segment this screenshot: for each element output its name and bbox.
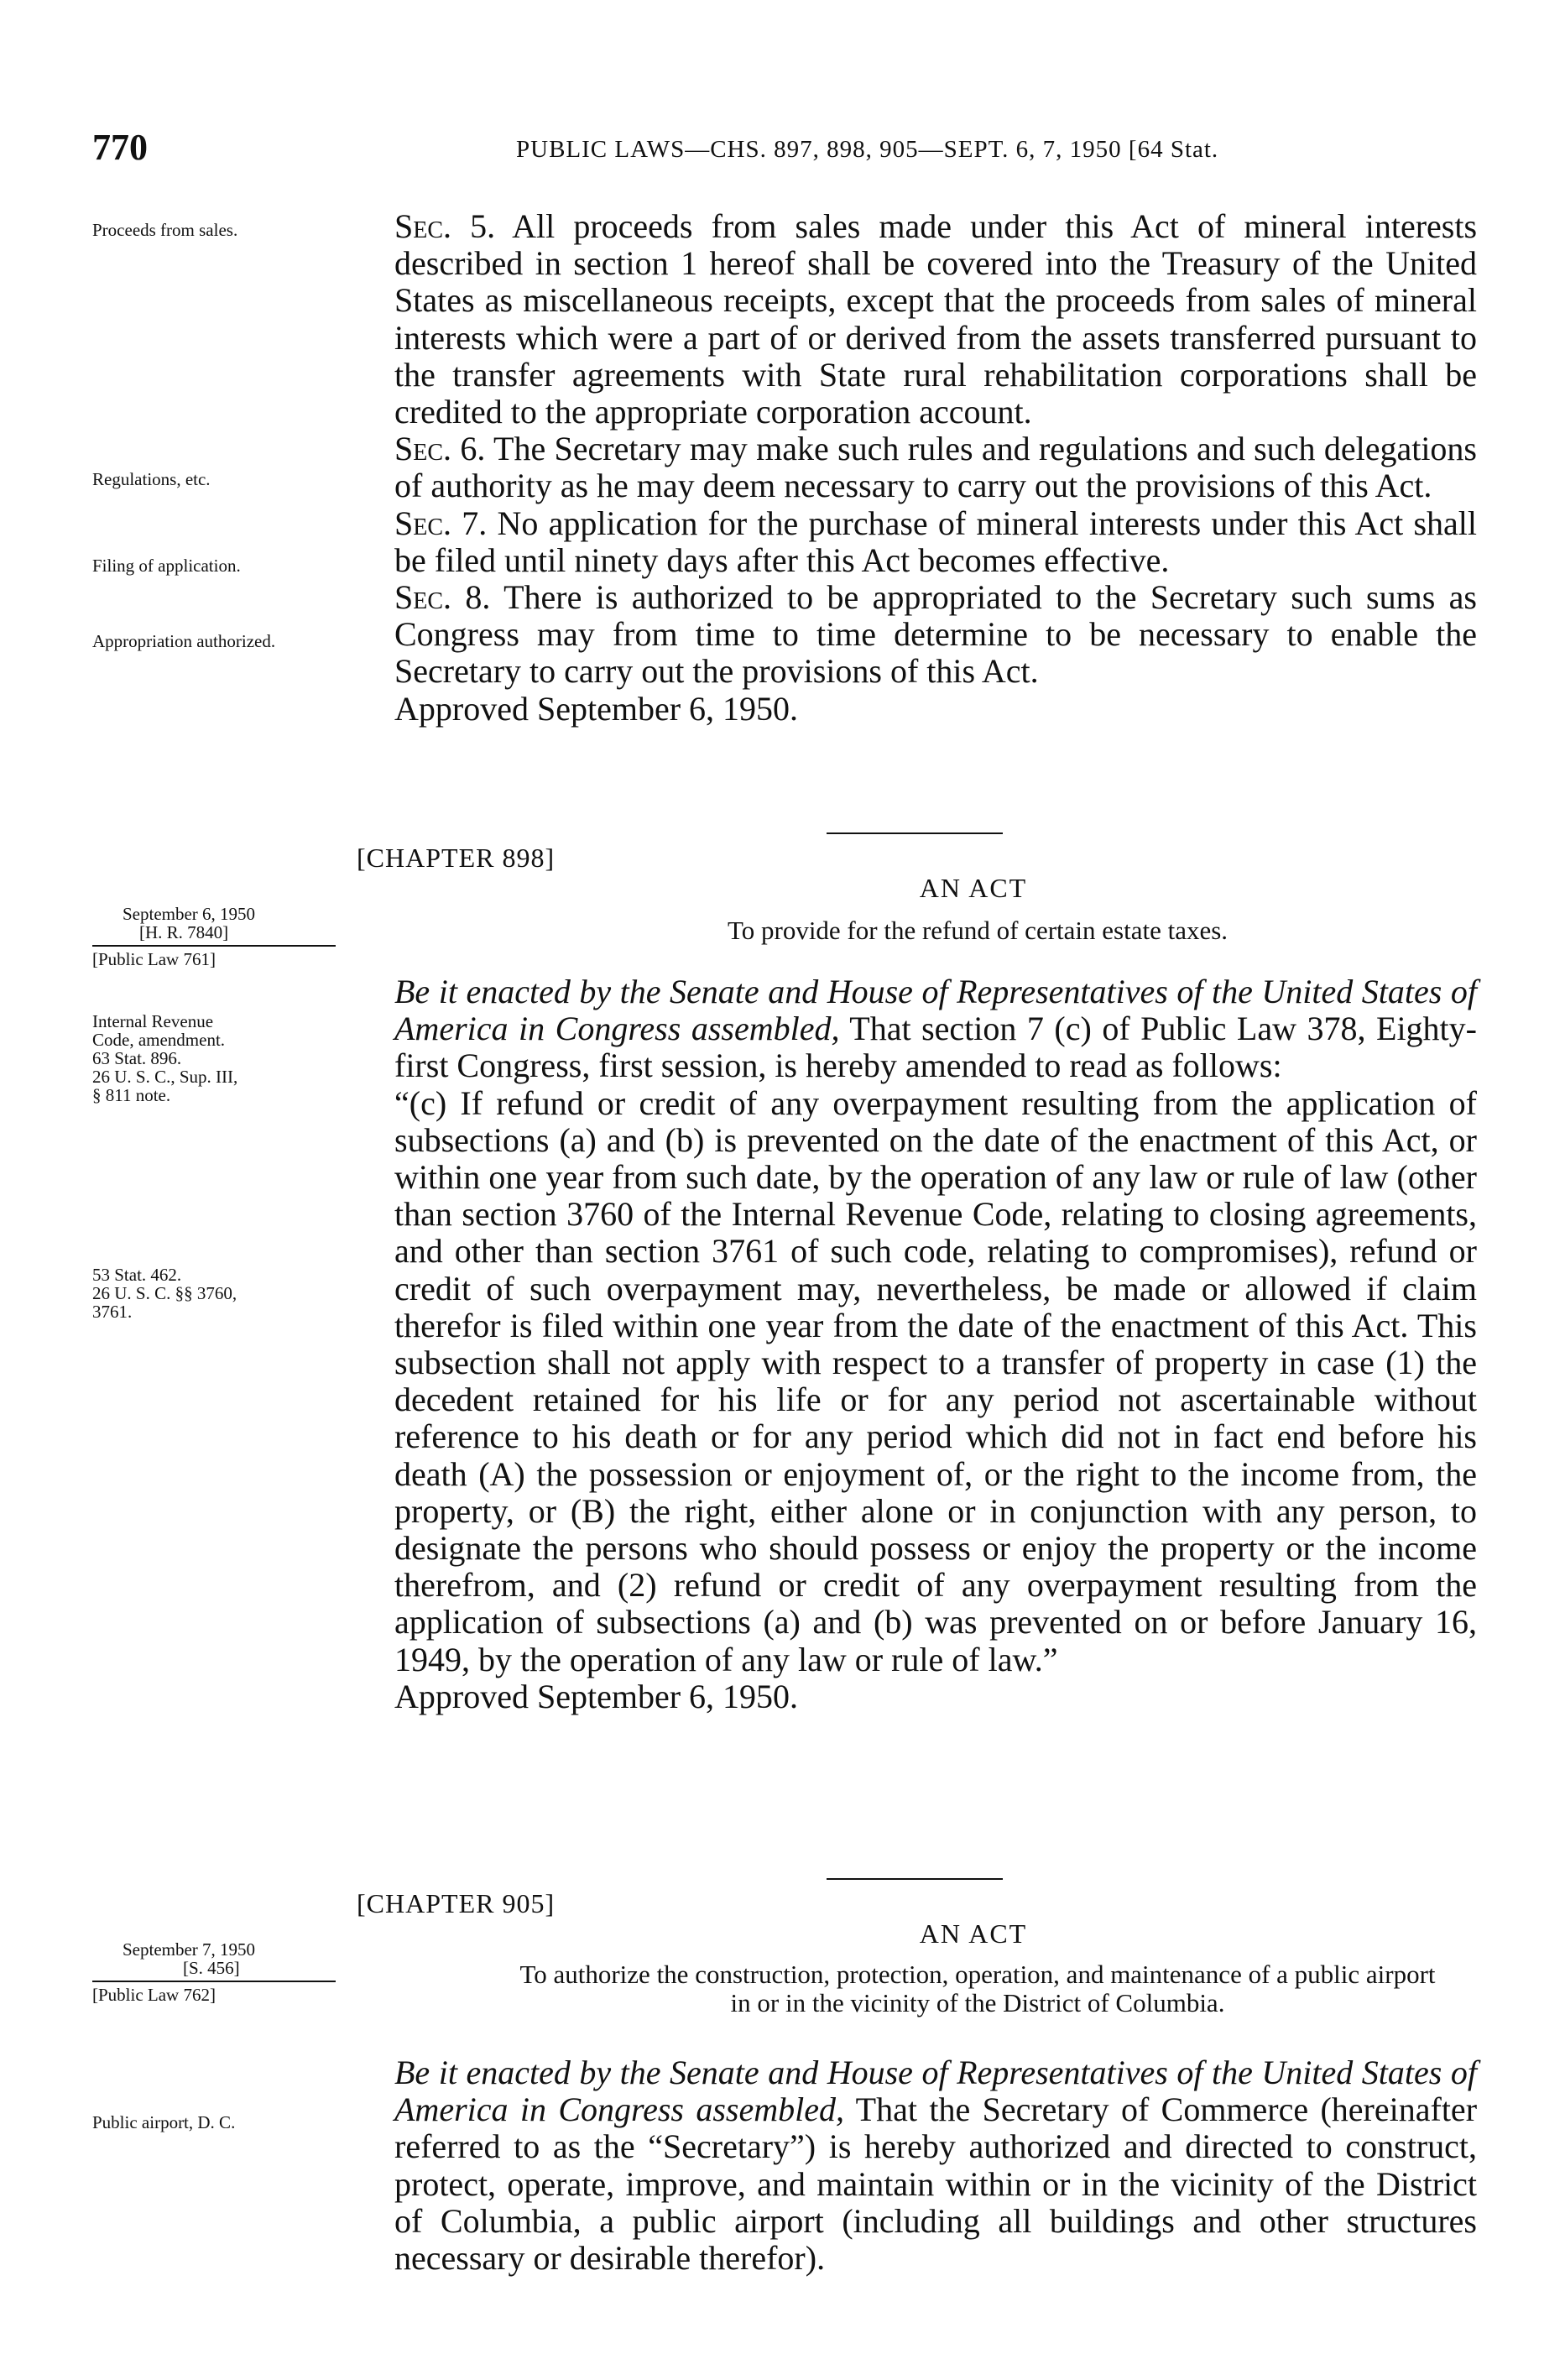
page-header bbox=[92, 126, 1477, 176]
section-8-text: There is authorized to be appropriated to the Secretary such sums as Congress may from time to time determine to be necessary to enable the Secretary to carry out the provisions of this Act. bbox=[394, 578, 1477, 691]
ch905-enacting-clause: Be it enacted by the Senate and House of Representatives of the United States of America in Congress assembled, bbox=[394, 2054, 1477, 2129]
section-8-label: Sec. 8. bbox=[394, 578, 491, 617]
irc-line-5: § 811 note. bbox=[92, 1085, 171, 1105]
ch898-public-law: [Public Law 761] bbox=[92, 949, 216, 969]
ch898-quoted-subsection: “(c) If refund or credit of any overpayment resulting from the application of subsections (a) and (b) is prevented on the date of the enactment of this Act, or within one year from such date, by the operation of any law or rule of law (other than section 3760 of the Internal Revenue Code, relating to closing agreements, and other than section 3761 of such code, relating to compromises), refund or credit of such overpayment may, nevertheless, be made or allowed if claim therefor is filed within one year from the date of the enactment of this Act. This subsection shall not apply with respect to a transfer of property in case (1) the decedent retained for his life or for any period not ascertainable without reference to his death or for any period which did not in fact end before his death (A) the possession or enjoyment of, or the right to the income from, the property, or (B) the right, either alone or in conjunction with any person, to designate the persons who should possess or enjoy the property or the income therefrom, and (2) refund or credit of any overpayment resulting from the application of subsections (a) and (b) was prevented on or before January 16, 1949, by the operation of any law or rule of law.” bbox=[394, 1083, 1477, 1678]
ch898-body: That section 7 (c) of Public Law 378, Eighty-first Congress, first session, is hereby amended to read as follows: bbox=[394, 1010, 1477, 1085]
ch905-enacting-paragraph bbox=[394, 2054, 1477, 2277]
stat-line-3: 3761. bbox=[92, 1302, 133, 1322]
ch898-heading: [CHAPTER 898] bbox=[357, 843, 556, 873]
chapter-divider-rule bbox=[827, 832, 1003, 834]
page-number: 770 bbox=[92, 127, 148, 168]
ch905-public-law: [Public Law 762] bbox=[92, 1985, 216, 2005]
irc-line-2: Code, amendment. bbox=[92, 1030, 226, 1050]
section-6-label: Sec. 6. bbox=[394, 430, 486, 468]
section-8 bbox=[394, 579, 1477, 691]
section-6 bbox=[394, 431, 1477, 504]
ch898-an-act: AN ACT bbox=[919, 873, 1028, 903]
margin-rule bbox=[92, 1981, 336, 1982]
ch905-date: September 7, 1950 bbox=[123, 1939, 256, 1960]
irc-line-3: 63 Stat. 896. bbox=[92, 1048, 182, 1068]
ch905-bill: [S. 456] bbox=[183, 1958, 240, 1978]
margin-note-airport: Public airport, D. C. bbox=[92, 2112, 236, 2132]
section-7-label: Sec. 7. bbox=[394, 504, 488, 542]
stat-line-2: 26 U. S. C. §§ 3760, bbox=[92, 1283, 237, 1303]
margin-ch898-citation bbox=[92, 905, 344, 968]
chapter-divider-rule bbox=[827, 1878, 1003, 1880]
ch898-bill: [H. R. 7840] bbox=[139, 922, 229, 942]
margin-note-regulations: Regulations, etc. bbox=[92, 469, 211, 489]
margin-note-appropriation: Appropriation authorized. bbox=[92, 631, 276, 651]
margin-ch905-citation bbox=[92, 1940, 344, 2004]
ch905-an-act: AN ACT bbox=[919, 1918, 1028, 1949]
ch905-text bbox=[394, 2054, 1477, 2277]
section-5-text: All proceeds from sales made under this Act of mineral interests described in section 1 hereof shall be covered into the Treasury of the United States as miscellaneous receipts, except that the proceeds from sales of mineral interests which were a part of or derived from the assets transferred pursuant to the transfer agreements with State rural rehabilitation corporations shall be credited to the appropriate corporation account. bbox=[394, 207, 1478, 431]
ch905-heading: [CHAPTER 905] bbox=[357, 1888, 556, 1918]
margin-note-proceeds: Proceeds from sales. bbox=[92, 220, 238, 240]
ch898-enacting-paragraph bbox=[394, 973, 1477, 1085]
section-7-text: No application for the purchase of mineral interests under this Act shall be filed until ninety days after this Act becomes effective. bbox=[394, 504, 1478, 579]
margin-rule bbox=[92, 945, 336, 947]
margin-stat bbox=[92, 1266, 344, 1321]
ch897-text bbox=[394, 208, 1477, 728]
irc-line-4: 26 U. S. C., Sup. III, bbox=[92, 1067, 238, 1087]
ch905-body: That the Secretary of Commerce (hereinafter referred to as the “Secretary”) is hereby authorized and directed to construct, protect, operate, improve, and maintain within or in the vicinity of the District of Columbia, a public airport (including all buildings and other structures necessary or desirable therefor). bbox=[394, 2090, 1478, 2278]
ch898-date: September 6, 1950 bbox=[123, 904, 256, 924]
ch898-purpose: To provide for the refund of certain estate taxes. bbox=[727, 916, 1229, 945]
section-7 bbox=[394, 505, 1477, 579]
irc-line-1: Internal Revenue bbox=[92, 1011, 214, 1031]
margin-irc bbox=[92, 1012, 344, 1104]
section-5 bbox=[394, 208, 1477, 431]
running-head: PUBLIC LAWS—CHS. 897, 898, 905—SEPT. 6, 7, 1950 [64 Stat. bbox=[516, 136, 1219, 163]
ch897-approved: Approved September 6, 1950. bbox=[394, 689, 799, 728]
ch898-approved: Approved September 6, 1950. bbox=[394, 1677, 799, 1715]
ch905-purpose: To authorize the construction, protection, operation, and maintenance of a public airport in or in the vicinity of the District of Columbia. bbox=[519, 1960, 1436, 2017]
ch898-enacting-clause: Be it enacted by the Senate and House of Representatives of the United States of America in Congress assembled, bbox=[394, 973, 1477, 1048]
ch898-text bbox=[394, 973, 1477, 1715]
section-6-text: The Secretary may make such rules and regulations and such delegations of authority as he may deem necessary to carry out the provisions of this Act. bbox=[394, 430, 1478, 505]
margin-note-filing: Filing of application. bbox=[92, 556, 241, 576]
section-5-label: Sec. 5. bbox=[394, 207, 496, 245]
stat-line-1: 53 Stat. 462. bbox=[92, 1265, 182, 1285]
